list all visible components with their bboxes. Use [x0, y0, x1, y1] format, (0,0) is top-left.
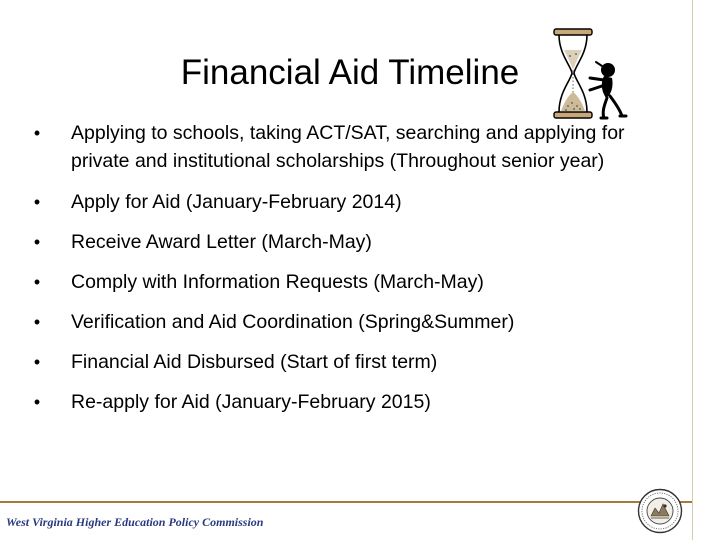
bullet-item [28, 268, 668, 296]
slide-title: Financial Aid Timeline [180, 53, 520, 92]
bullet-dot: • [33, 312, 41, 332]
bullet-dot: • [33, 272, 41, 292]
bullet-item [28, 188, 668, 216]
bullet-list [28, 119, 668, 428]
bullet-text: Verification and Aid Coordination (Spring&Summer) [71, 311, 515, 333]
footer-rule [0, 501, 692, 503]
bullet-item [28, 348, 668, 376]
bullet-text: Applying to schools, taking ACT/SAT, searching and applying for private and institutional scholarships (Throughout senior year) [71, 122, 625, 172]
hourglass-figure-icon [546, 26, 630, 122]
footer-organization: West Virginia Higher Education Policy Commission [6, 515, 264, 529]
bullet-text: Comply with Information Requests (March-May) [71, 271, 484, 293]
bullet-item [28, 228, 668, 256]
bullet-dot: • [33, 352, 41, 372]
bullet-text: Re-apply for Aid (January-February 2015) [71, 391, 431, 413]
bullet-item [28, 119, 668, 175]
bullet-item [28, 388, 668, 416]
bullet-dot: • [33, 192, 41, 212]
bullet-item [28, 308, 668, 336]
commission-seal-icon [637, 488, 683, 534]
bullet-dot: • [33, 392, 41, 412]
right-accent-line [692, 0, 693, 540]
bullet-text: Financial Aid Disbursed (Start of first term) [71, 351, 438, 373]
bullet-dot: • [33, 232, 41, 252]
bullet-text: Receive Award Letter (March-May) [71, 231, 372, 253]
bullet-dot: • [33, 123, 41, 143]
bullet-text: Apply for Aid (January-February 2014) [71, 191, 402, 213]
